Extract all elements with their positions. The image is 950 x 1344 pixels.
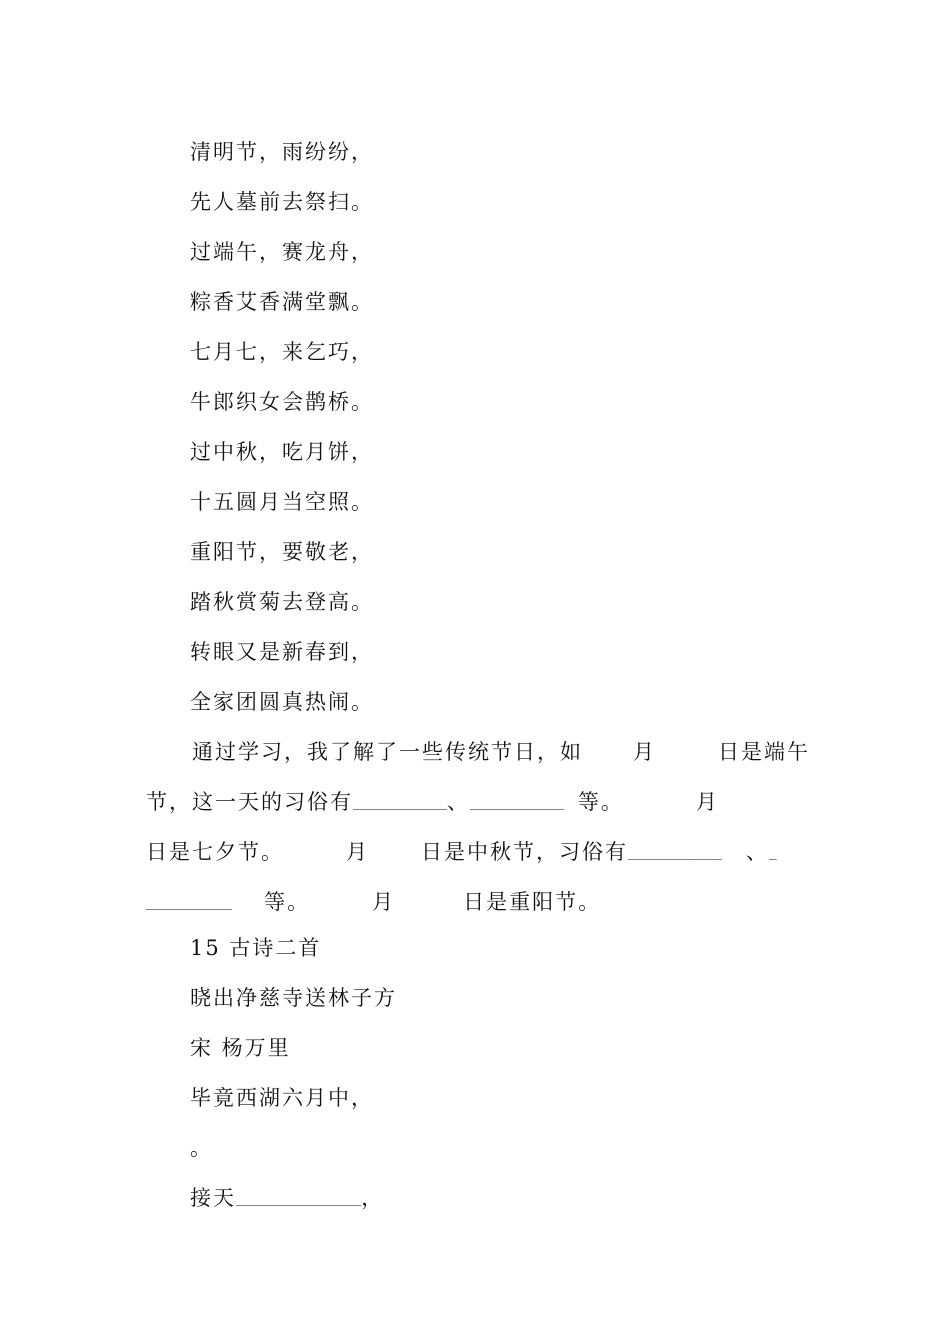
- exercise-line-1: [192, 739, 852, 765]
- poem-line: 毕竟西湖六月中，: [190, 1086, 374, 1110]
- poem-title: 晓出净慈寺送林子方: [190, 986, 397, 1010]
- exercise-line-2: [146, 789, 806, 817]
- exercise-line-4: [146, 889, 806, 917]
- fill-blank[interactable]: ________________: [236, 1191, 362, 1207]
- exercise-text: 日是七夕节。: [146, 840, 284, 864]
- poem-line-fill: [190, 1185, 384, 1213]
- poem-line: 重阳节，要敬老，: [190, 540, 374, 564]
- exercise-text: 等。: [264, 890, 311, 914]
- separator: 、: [745, 840, 769, 864]
- exercise-text: 日是端午: [718, 740, 810, 764]
- poem-author: 宋 杨万里: [190, 1036, 291, 1060]
- poem-line: 清明节，雨纷纷，: [190, 140, 374, 164]
- poem-line: 全家团圆真热闹。: [190, 690, 374, 714]
- poem-line: 先人墓前去祭扫。: [190, 190, 374, 214]
- exercise-text: 日是中秋节，习俗有: [421, 840, 628, 864]
- poem-line: 七月七，来乞巧，: [190, 340, 374, 364]
- poem-line: 转眼又是新春到，: [190, 640, 374, 664]
- exercise-text: 节，这一天的习俗有: [146, 790, 353, 814]
- poem-line: 牛郎织女会鹊桥。: [190, 390, 374, 414]
- month-label: 月: [633, 740, 656, 764]
- exercise-text: 日是重阳节。: [463, 890, 602, 914]
- section-heading: 15 古诗二首: [190, 936, 322, 960]
- poem-text: 接天: [190, 1186, 236, 1210]
- separator: 、: [446, 790, 470, 814]
- exercise-text: 等。: [577, 790, 624, 814]
- poem-line: 十五圆月当空照。: [190, 490, 374, 514]
- fill-blank[interactable]: _: [768, 845, 777, 861]
- poem-line: 粽香艾香满堂飘。: [190, 290, 374, 314]
- month-label: 月: [346, 840, 369, 864]
- month-label: 月: [695, 790, 719, 814]
- exercise-line-3: [146, 839, 806, 867]
- poem-line-blank: 。: [190, 1136, 213, 1160]
- month-label: 月: [372, 890, 396, 914]
- exercise-text: 通过学习，我了解了一些传统节日，如: [192, 740, 583, 764]
- fill-blank[interactable]: ____________: [628, 845, 722, 861]
- poem-line: 踏秋赏菊去登高。: [190, 590, 374, 614]
- fill-blank[interactable]: ____________: [469, 795, 564, 811]
- poem-line: 过中秋，吃月饼，: [190, 440, 374, 464]
- poem-text: ，: [361, 1186, 385, 1210]
- poem-line: 过端午，赛龙舟，: [190, 240, 374, 264]
- fill-blank[interactable]: ___________: [146, 895, 233, 911]
- fill-blank[interactable]: ____________: [353, 795, 447, 811]
